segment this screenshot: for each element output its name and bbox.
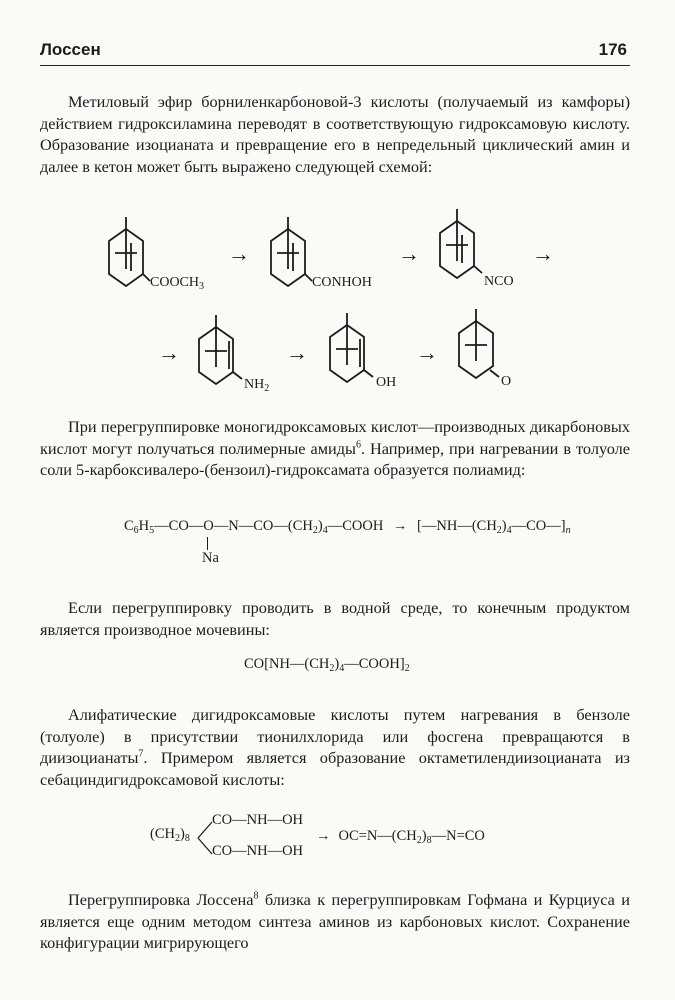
arrow-5: → [286,340,308,365]
f3-left-b: ) [179,826,185,842]
paragraph-lossen [40,889,630,954]
reaction-scheme-bornylene [0,205,675,415]
paragraph-diisocyanate-text-a: Алифатические дигидроксамовые кислоты путем нагревания в бензоле (толуоле) в присутствии тионилхлорида или фосгена превращаются в диизоцианаты [40,705,630,767]
formula3-lower: CO—NH—OH [212,843,304,859]
paragraph-lossen-text-b: близка к перегруппировкам Гофмана и Курциуса и является еще одним методом синтеза аминов из карбоновых кислот. Сохранение конфигурации мигрирующего [40,890,630,952]
f3-right-a-index: 2 [416,835,422,846]
formula3-left [150,826,190,843]
substituent-nh2-index: 2 [264,383,270,394]
paragraph-lossen-text-a: Перегруппировка Лоссена [68,890,254,909]
f2-c-index: 2 [404,663,410,674]
substituent-oh: OH [376,375,397,390]
f1-c-index: 6 [133,525,139,536]
paragraph-urea [40,597,630,640]
paragraph-polyamide [40,416,630,481]
f2-c: —COOH] [344,656,405,672]
f3-arrow: → [316,828,331,844]
reference-6: 6 [355,439,361,451]
f1-h: H [138,518,150,534]
f1-c: C [124,518,134,534]
f1-ch2-index: 2 [312,525,318,536]
substituent-conhoh: CONHOH [312,275,372,290]
paragraph-polyamide-text-a: При перегруппировке моногидроксамовых кислот—производных дикарбоновых кислот могут получаться полимерные амиды [40,417,630,458]
formula-polyamide [124,518,571,535]
f3-right-b: ) [421,828,427,844]
f3-left-a-index: 2 [174,833,180,844]
arrow-2: → [398,241,420,266]
arrow-1: → [228,241,250,266]
svg-text:NH2 [244,377,269,394]
arrow-6: → [416,340,438,365]
f1-product-paren: ) [501,518,507,534]
paragraph-diisocyanate-text-b: . Примером является образование октаметилендиизоцианата из себациндигидроксамовой кислоты: [40,748,630,789]
substituent-oxo: O [501,374,512,389]
reference-8: 8 [253,890,259,902]
substituent-nh2: NH [244,377,265,392]
f2-b: ) [334,656,340,672]
structure-amine [199,315,269,394]
structure-ester [109,217,204,292]
svg-text:COOCH3 [150,275,204,292]
paragraph-polyamide-text-b: . Например, при нагревании в толуоле соли 5-карбоксивалеро-(бензоил)-гидроксамата образуется полиамид: [40,438,630,479]
f1-product-end: —CO—] [511,518,566,534]
paragraph-diisocyanate [40,704,630,790]
header-rule [40,65,630,66]
f2-a: CO[NH—(CH [244,656,330,672]
f1-cooh: —COOH [327,518,384,534]
formula3-right [316,828,485,845]
substituent-cooch3: COOCH [150,275,200,290]
page-number: 176 [598,40,627,59]
structure-enol [330,313,396,390]
arrow-4: → [158,340,180,365]
f1-product-ch2-index: 2 [496,525,502,536]
formula-sodium: Na [202,550,219,566]
formula-polyamide-bond [207,537,208,550]
f1-chain: —CO—O—N—CO—(CH [154,518,313,534]
f3-right-a: OC=N—(CH [338,828,417,844]
f2-a-index: 2 [329,663,335,674]
arrow-3: → [532,241,554,266]
f1-h-index: 5 [149,525,155,536]
formula-urea [244,656,410,673]
reference-7: 7 [138,748,144,760]
structure-isocyanate [440,209,514,289]
structure-ketone [459,309,511,389]
f3-left-b-index: 8 [184,833,190,844]
f3-right-b-index: 8 [426,835,432,846]
f3-right-c: —N=CO [431,828,485,844]
paragraph-urea-text: Если перегруппировку проводить в водной среде, то конечным продуктом является производное мочевины: [40,598,630,639]
substituent-cooch3-index: 3 [199,281,205,292]
f2-b-index: 4 [339,663,345,674]
paragraph-intro [40,91,630,177]
f3-left-a: (CH [150,826,175,842]
f1-product-paren-index: 4 [506,525,512,536]
substituent-nco: NCO [484,274,514,289]
paragraph-intro-text: Метиловый эфир борниленкарбоновой-3 кислоты (получаемый из камфоры) действием гидроксиламина переводят в соответствующую гидроксамовую кислоту. Образование изоцианата и превращение его в непредельный циклический амин и далее в кетон может быть выражено следующей схемой: [40,92,630,176]
running-title: Лоссен [40,40,101,59]
f1-product: [—NH—(CH [417,518,497,534]
f1-arrow: → [392,518,408,534]
formula3-upper: CO—NH—OH [212,812,304,828]
f1-polymer-n: n [565,525,571,536]
structure-hydroxamic-acid [271,217,372,290]
f1-paren: ) [317,518,323,534]
f1-paren-index: 4 [322,525,328,536]
